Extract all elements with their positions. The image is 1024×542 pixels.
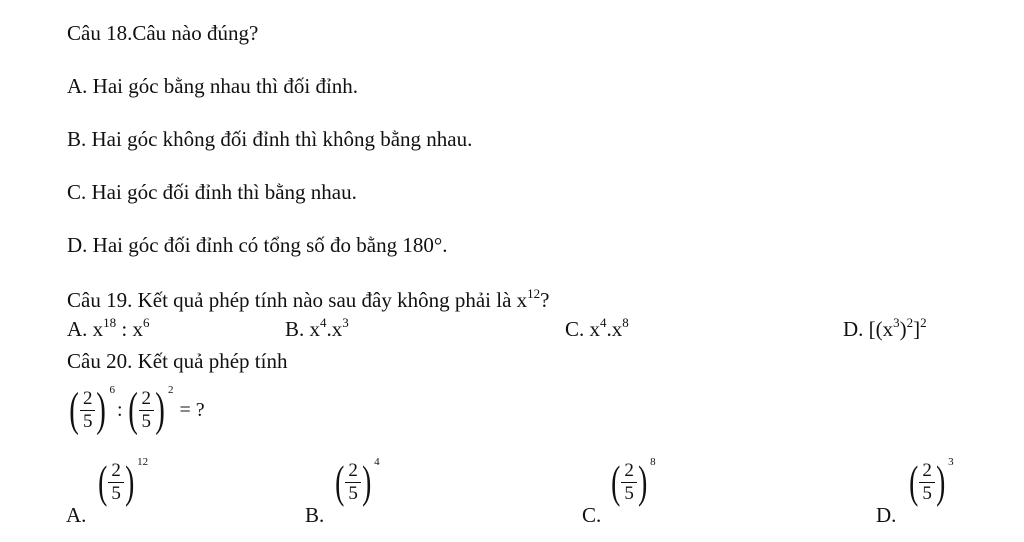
fraction: $\frac{2}{5}$ [80, 389, 96, 432]
q20-expression: ( $\frac{2}{5}$ ) 6 : ( $\frac{2}{5}$ ) 2 = ? [69, 383, 205, 436]
q20-option-c-label: C. [582, 503, 602, 527]
q19-option-c: C. $x^4.x^8$ [565, 315, 629, 341]
q18-option-a: A. Hai góc bằng nhau thì đối đỉnh. [67, 74, 359, 98]
q19-option-d: D. $[(x^3)^2]^2$ [843, 315, 927, 341]
q19-option-a: A. $x^{18}$ : $x^6$ [67, 315, 150, 341]
q18-option-b: B. Hai góc không đối đỉnh thì không bằng nhau. [67, 127, 473, 151]
q20-option-d: ( $\frac{2}{5}$ ) 3 [909, 456, 954, 507]
q18-option-c: C. Hai góc đối đỉnh thì bằng nhau. [67, 180, 357, 204]
q20-option-b: ( $\frac{2}{5}$ ) 4 [335, 456, 380, 507]
q20-option-c: ( $\frac{2}{5}$ ) 8 [611, 456, 656, 507]
q19-option-b: B. $x^4.x^3$ [285, 315, 349, 341]
q18-title: Câu 18.Câu nào đúng? [67, 21, 259, 45]
q20-title: Câu 20. Kết quả phép tính [67, 349, 288, 373]
q20-option-a: ( $\frac{2}{5}$ ) 12 [98, 456, 149, 507]
q20-option-d-label: D. [876, 503, 897, 527]
q19-title: Câu 19. Kết quả phép tính nào sau đây không phải là $x^{12}$? [67, 286, 550, 312]
q20-option-b-label: B. [305, 503, 325, 527]
q20-option-a-label: A. [66, 503, 87, 527]
fraction: $\frac{2}{5}$ [139, 389, 155, 432]
q18-option-d: D. Hai góc đối đỉnh có tổng số đo bằng 180°. [67, 233, 448, 257]
